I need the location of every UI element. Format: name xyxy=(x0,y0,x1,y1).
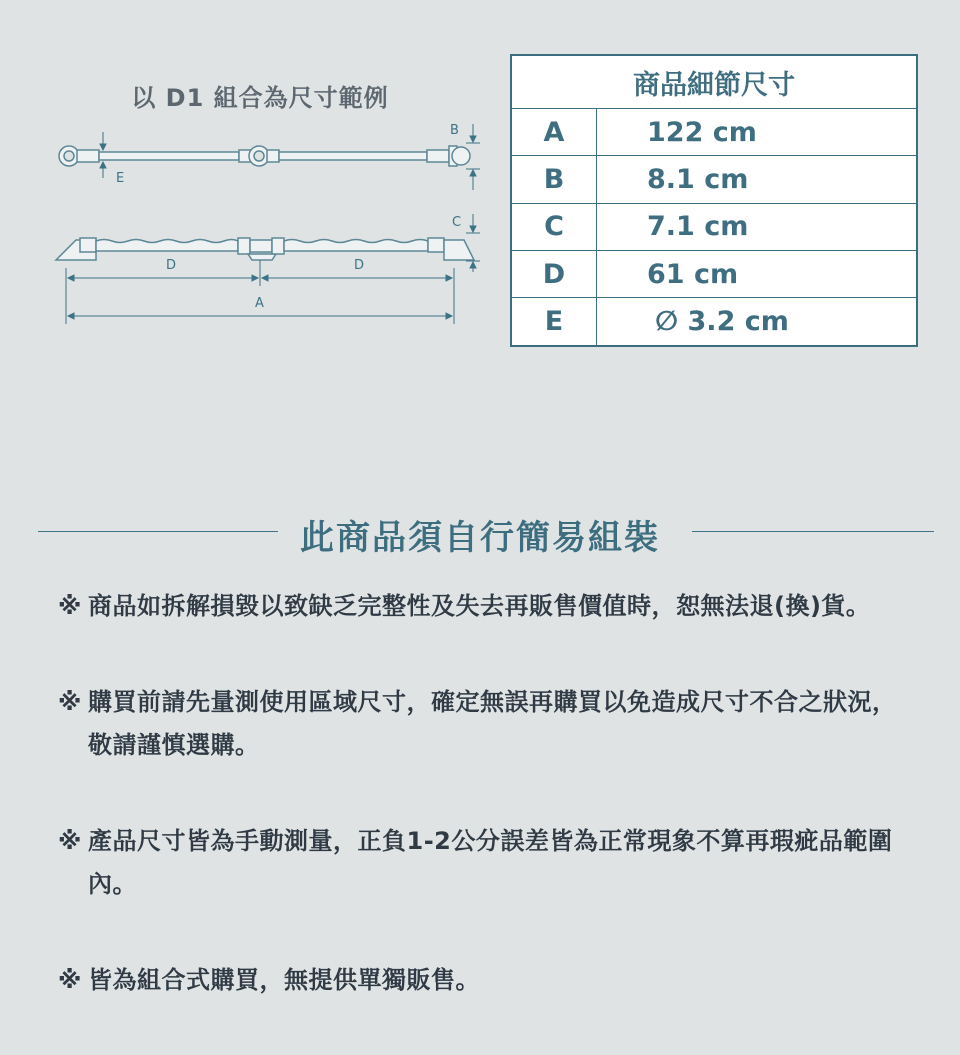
spec-table-title: 商品細節尺寸 xyxy=(511,55,917,109)
spec-value: 61 cm xyxy=(597,251,918,298)
dimension-diagram xyxy=(40,110,500,330)
spec-table xyxy=(510,54,918,347)
notes-list xyxy=(58,585,918,1055)
spec-row xyxy=(511,156,917,203)
top-view-bar xyxy=(59,146,470,166)
spec-key: D xyxy=(511,251,597,298)
note-item xyxy=(58,820,918,906)
dimension-label-b: B xyxy=(450,123,459,138)
spec-key: A xyxy=(511,109,597,156)
note-mark: ※ xyxy=(58,688,82,716)
spec-key: C xyxy=(511,203,597,250)
side-view-bar xyxy=(56,238,474,260)
note-item xyxy=(58,681,918,767)
note-text: 皆為組合式購買，無提供單獨販售。 xyxy=(88,966,480,994)
spec-value: ∅ 3.2 cm xyxy=(597,298,918,346)
note-text: 商品如拆解損毀以致缺乏完整性及失去再販售價值時，恕無法退(換)貨。 xyxy=(88,592,871,620)
note-mark: ※ xyxy=(58,592,82,620)
note-mark: ※ xyxy=(58,827,82,855)
spec-value: 7.1 cm xyxy=(597,203,918,250)
note-item xyxy=(58,585,918,628)
dimension-label-c: C xyxy=(452,215,462,230)
section-divider-right xyxy=(692,531,934,532)
note-text: 產品尺寸皆為手動測量，正負1-2公分誤差皆為正常現象不算再瑕疵品範圍內。 xyxy=(88,827,893,898)
spec-key: E xyxy=(511,298,597,346)
note-item xyxy=(58,959,918,1002)
dimension-label-d2: D xyxy=(354,258,365,273)
spec-row xyxy=(511,203,917,250)
spec-value: 122 cm xyxy=(597,109,918,156)
spec-row xyxy=(511,109,917,156)
dimension-label-a: A xyxy=(255,296,264,311)
section-divider-left xyxy=(38,531,278,532)
spec-row xyxy=(511,298,917,346)
spec-row xyxy=(511,251,917,298)
dimension-label-d1: D xyxy=(166,258,177,273)
spec-value: 8.1 cm xyxy=(597,156,918,203)
spec-key: B xyxy=(511,156,597,203)
diagram-title: 以 D1 組合為尺寸範例 xyxy=(131,84,389,112)
section-heading: 此商品須自行簡易組裝 xyxy=(300,518,660,558)
note-mark: ※ xyxy=(58,966,82,994)
dimension-label-e: E xyxy=(116,171,125,186)
note-text: 購買前請先量測使用區域尺寸，確定無誤再購買以免造成尺寸不合之狀況，敬請謹慎選購。 xyxy=(88,688,897,759)
